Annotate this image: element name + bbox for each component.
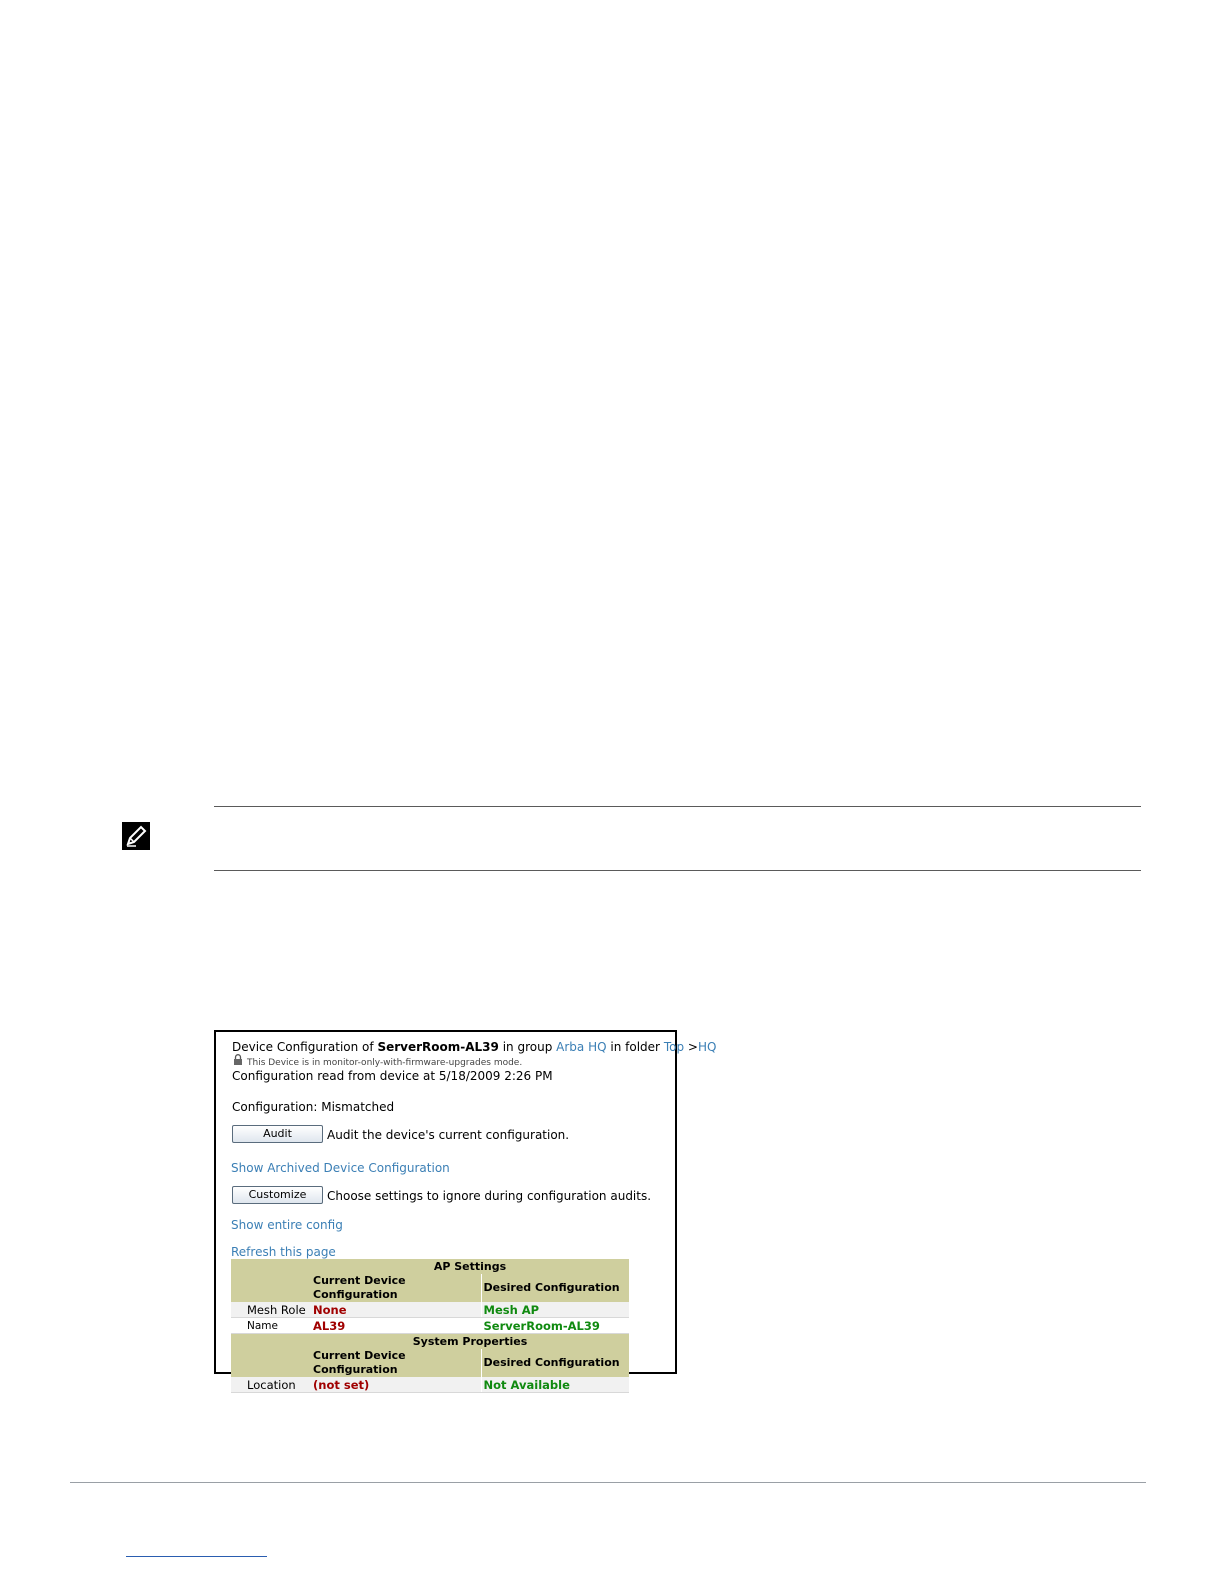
row-label: Name <box>231 1318 311 1334</box>
desired-value: Not Available <box>481 1377 629 1393</box>
customize-description: Choose settings to ignore during configuration audits. <box>327 1189 652 1203</box>
customize-button[interactable]: Customize <box>232 1186 323 1204</box>
column-header-current: Current Device Configuration <box>311 1349 481 1377</box>
row-label: Location <box>231 1377 311 1393</box>
device-configuration-screenshot <box>214 1030 717 1392</box>
desired-value: Mesh AP <box>481 1302 629 1318</box>
folder-hq-link[interactable]: HQ <box>697 1040 717 1054</box>
config-status: Configuration: Mismatched <box>232 1100 395 1114</box>
row-label: Mesh Role <box>231 1302 311 1318</box>
column-header-desired: Desired Configuration <box>481 1349 629 1377</box>
table-row <box>231 1377 629 1393</box>
pencil-note-icon <box>122 822 150 850</box>
current-value: (not set) <box>311 1377 481 1393</box>
config-read-line: Configuration read from device at 5/18/2009 2:26 PM <box>232 1069 553 1083</box>
footer-link-underline[interactable] <box>126 1556 267 1557</box>
section-header <box>231 1334 629 1350</box>
show-archived-config-link[interactable]: Show Archived Device Configuration <box>231 1161 450 1175</box>
refresh-page-link[interactable]: Refresh this page <box>231 1245 336 1259</box>
column-header-row <box>231 1274 629 1302</box>
group-link[interactable]: Arba HQ <box>556 1040 607 1054</box>
note-bottom-rule <box>214 870 1141 871</box>
table-row <box>231 1318 629 1334</box>
audit-description: Audit the device's current configuration. <box>327 1128 570 1142</box>
current-value: None <box>311 1302 481 1318</box>
lock-icon <box>233 1054 243 1065</box>
device-config-heading: Device Configuration of ServerRoom-AL39 in group Arba HQ in folder Top >HQ <box>232 1040 717 1054</box>
audit-button[interactable]: Audit <box>232 1125 323 1143</box>
device-name: ServerRoom-AL39 <box>377 1040 499 1054</box>
section-title: System Properties <box>311 1334 629 1350</box>
column-header-row <box>231 1349 629 1377</box>
show-entire-config-link[interactable]: Show entire config <box>231 1218 343 1232</box>
footer-rule <box>70 1482 1146 1483</box>
note-top-rule <box>214 806 1141 807</box>
section-title: AP Settings <box>311 1259 629 1274</box>
mode-note: This Device is in monitor-only-with-firmware-upgrades mode. <box>247 1058 523 1068</box>
table-row <box>231 1302 629 1318</box>
column-header-desired: Desired Configuration <box>481 1274 629 1302</box>
config-mismatch-table <box>231 1259 629 1393</box>
current-value: AL39 <box>311 1318 481 1334</box>
column-header-current: Current Device Configuration <box>311 1274 481 1302</box>
folder-top-link[interactable]: Top <box>663 1040 685 1054</box>
desired-value: ServerRoom-AL39 <box>481 1318 629 1334</box>
section-header <box>231 1259 629 1274</box>
